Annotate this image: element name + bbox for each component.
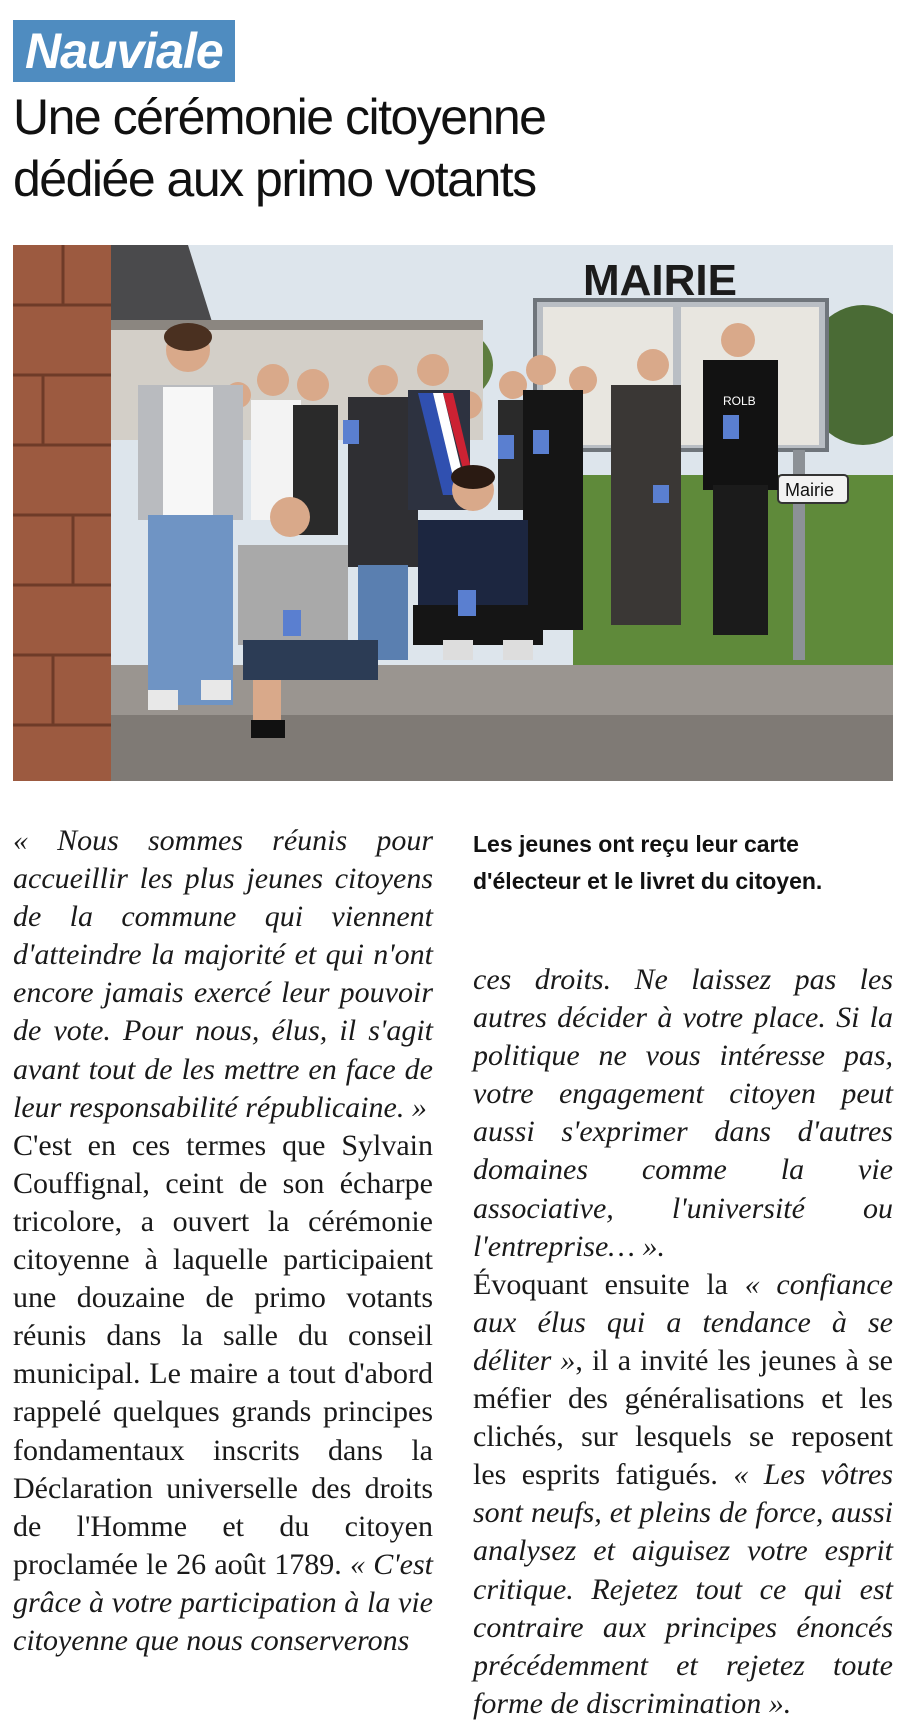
article-column-1: [13, 822, 433, 1660]
group-photo-illustration: [13, 245, 893, 781]
quote-2-end-text: ces droits. Ne laissez pas les autres décider à votre place. Si la politique ne vous intéresse pas, votre engagement citoyen peut aussi s'exprimer dans d'autres domaines comme la vie associative, l'université ou l'entreprise… ».: [473, 963, 893, 1263]
caption-line-1: Les jeunes ont reçu leur carte: [473, 831, 799, 857]
caption-line-2: d'électeur et le livret du citoyen.: [473, 868, 823, 894]
headline-line-2: dédiée aux primo votants: [13, 151, 536, 207]
mairie-sign-text: MAIRIE: [583, 256, 737, 305]
shirt-text: ROLB: [723, 394, 756, 408]
opening-quote: [13, 822, 433, 1127]
para2-rest: , il a invité les jeunes à se méfier des généralisations et les clichés, sur lesquels se reposent les esprits fatigués.: [473, 1343, 894, 1492]
quote-2-continuation: [473, 961, 893, 1266]
para2-quote: « confiance aux élus qui a tendance à se déliter »: [473, 1267, 893, 1377]
body-paragraph-1: [13, 1127, 433, 1660]
location-tag: Nauviale: [13, 20, 235, 82]
quote-2-start: « C'est grâce à votre participation à la vie citoyenne que nous conserverons: [13, 1547, 433, 1657]
article-column-2: [473, 961, 893, 1723]
photo-caption: [473, 826, 893, 900]
article-photo: [13, 245, 893, 781]
headline-line-1: Une cérémonie citoyenne: [13, 89, 546, 145]
body-paragraph-2: [473, 1266, 893, 1723]
para2-lead: Évoquant ensuite la: [473, 1267, 728, 1301]
closing-quote: « Les vôtres sont neufs, et pleins de force, aussi analysez et aiguisez votre esprit critique. Rejetez tout ce qui est contraire aux principes énoncés précédemment et rejetez toute forme de discrimination ».: [473, 1458, 893, 1720]
mairie-small-sign-text: Mairie: [785, 480, 835, 500]
headline: [13, 86, 893, 210]
opening-quote-text: « Nous sommes réunis pour accueillir les plus jeunes citoyens de la commune qui viennent d'atteindre la majorité et qui n'ont encore jamais exercé leur pouvoir de vote. Pour nous, élus, il s'agit avant tout de les mettre en face de leur responsabilité républicaine. »: [13, 824, 433, 1124]
body-paragraph-1-text: C'est en ces termes que Sylvain Couffignal, ceint de son écharpe tricolore, a ouvert la cérémonie citoyenne à laquelle participaient une douzaine de primo votants réunis dans la salle du conseil municipal. Le maire a tout d'abord rappelé quelques grands principes fondamentaux inscrits dans la Déclaration universelle des droits de l'Homme et du citoyen proclamée le 26 août 1789.: [13, 1128, 433, 1581]
